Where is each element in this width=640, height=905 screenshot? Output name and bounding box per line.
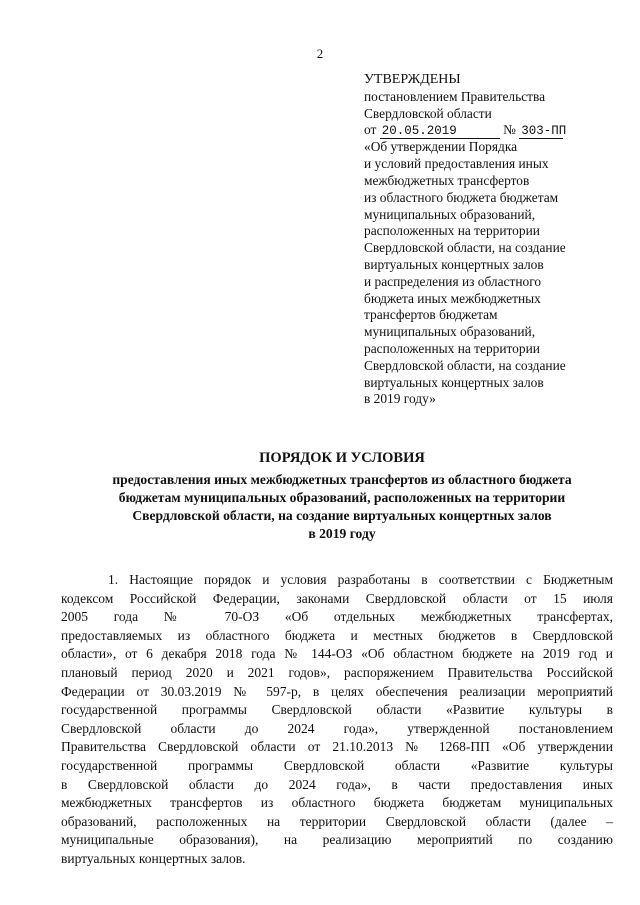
body-line: образований, расположенных на территории Свердловской области (далее – bbox=[61, 813, 613, 829]
body-line: межбюджетных трансфертов из областного бюджета бюджетам муниципальных bbox=[61, 795, 613, 811]
body-line: муниципальные образования), на реализацию мероприятий по созданию bbox=[61, 832, 613, 848]
body-line: 1. Настоящие порядок и условия разработаны в соответствии с Бюджетным bbox=[108, 572, 613, 587]
approval-title-line: виртуальных концертных залов bbox=[364, 374, 544, 390]
approval-title-line: расположенных на территории bbox=[364, 340, 540, 356]
body-line: плановый период 2020 и 2021 годов», распоряжением Правительства Российской bbox=[61, 664, 613, 680]
approval-line: постановлением Правительства bbox=[364, 88, 546, 104]
approval-title-line: муниципальных образований, bbox=[364, 206, 536, 222]
body-line: предоставляемых из областного бюджета и местных бюджетов в Свердловской bbox=[61, 627, 613, 643]
approval-title-line: и условий предоставления иных bbox=[364, 156, 549, 172]
approval-date: 20.05.2019 bbox=[380, 125, 500, 139]
paragraph-1 bbox=[61, 571, 613, 869]
approval-title bbox=[364, 139, 614, 408]
subtitle-line: бюджетам муниципальных образований, расположенных на территории bbox=[118, 490, 566, 505]
document-subtitle bbox=[70, 471, 614, 543]
approval-title-line: расположенных на территории bbox=[364, 223, 540, 239]
approval-title-line: бюджета иных межбюджетных bbox=[364, 290, 541, 306]
approval-title-line: трансфертов бюджетам bbox=[364, 307, 498, 323]
body-line: Правительства Свердловской области от 21.10.2013 № 1268-ПП «Об утверждении bbox=[61, 739, 613, 755]
approval-line: Свердловской области bbox=[364, 105, 492, 121]
subtitle-line: предоставления иных межбюджетных трансфертов из областного бюджета bbox=[112, 472, 572, 487]
approval-title-line: из областного бюджета бюджетам bbox=[364, 189, 559, 205]
body-line: кодексом Российской Федерации, законами Свердловской области от 15 июля bbox=[61, 590, 613, 606]
number-prefix: № bbox=[503, 122, 516, 138]
from-prefix: от bbox=[364, 122, 377, 138]
body-line: государственной программы Свердловской области «Развитие культуры в bbox=[61, 702, 613, 718]
approval-title-line: виртуальных концертных залов bbox=[364, 256, 544, 272]
subtitle-line: в 2019 году bbox=[308, 526, 376, 541]
approval-date-number bbox=[364, 122, 614, 139]
approval-title-line: «Об утверждении Порядка bbox=[364, 139, 518, 155]
body-line: Свердловской области до 2024 года», утвержденной постановлением bbox=[61, 720, 613, 736]
approval-title-line: муниципальных образований, bbox=[364, 324, 536, 340]
body-line: виртуальных концертных залов. bbox=[61, 850, 246, 866]
page-number: 2 bbox=[316, 46, 324, 61]
approval-title-line: межбюджетных трансфертов bbox=[364, 172, 530, 188]
approval-heading: УТВЕРЖДЕНЫ bbox=[364, 72, 461, 87]
body-line: государственной программы Свердловской области «Развитие культуры bbox=[61, 757, 613, 773]
approval-stamp bbox=[364, 72, 614, 408]
document-title-block bbox=[70, 450, 614, 543]
body-line: области», от 6 декабря 2018 года № 144-ОЗ «Об областном бюджете на 2019 год и bbox=[61, 646, 613, 662]
approval-title-line: в 2019 году» bbox=[364, 391, 436, 407]
body-line: Федерации от 30.03.2019 № 597-р, в целях обеспечения реализации мероприятий bbox=[61, 683, 613, 699]
body-line: 2005 года № 70-ОЗ «Об отдельных межбюджетных трансфертах, bbox=[61, 609, 613, 625]
body-line: в Свердловской области до 2024 года», в части предоставления иных bbox=[61, 776, 613, 792]
approval-title-line: Свердловской области, на создание bbox=[364, 357, 566, 373]
approval-title-line: и распределения из областного bbox=[364, 273, 542, 289]
subtitle-line: Свердловской области, на создание виртуальных концертных залов bbox=[132, 508, 552, 523]
document-title: ПОРЯДОК И УСЛОВИЯ bbox=[259, 450, 425, 466]
approval-number: 303-ПП bbox=[521, 124, 567, 139]
approval-title-line: Свердловской области, на создание bbox=[364, 240, 566, 256]
